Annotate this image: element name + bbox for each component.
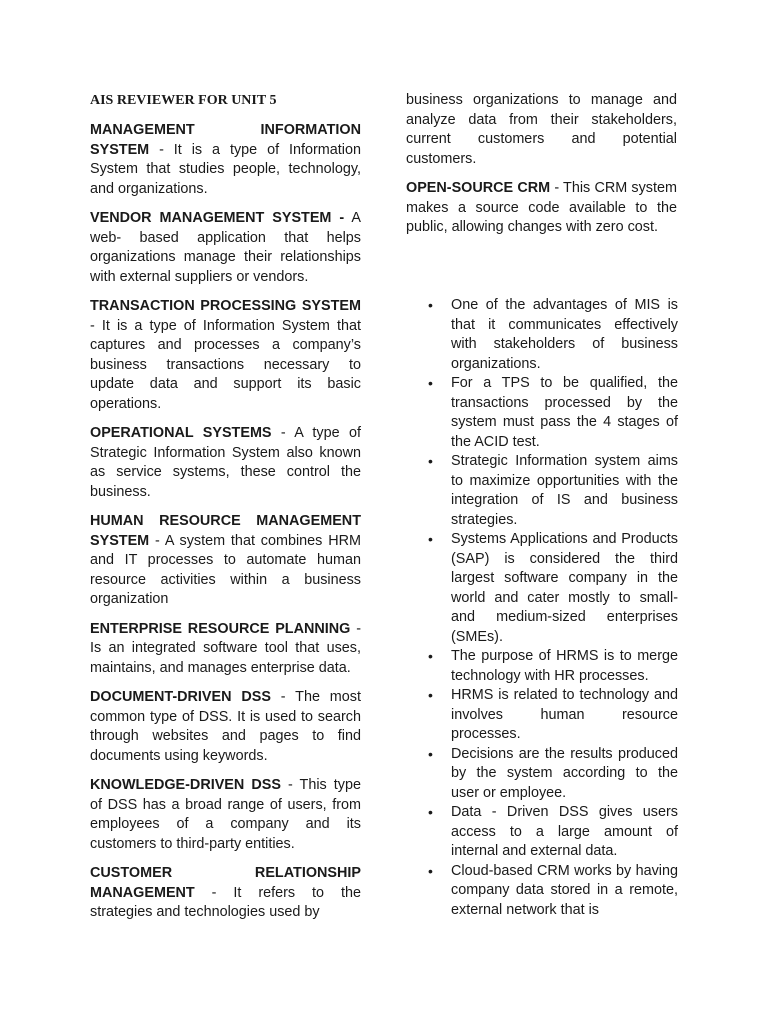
definition-entry [90,424,361,502]
definition-entry [90,620,361,679]
bullet-text: Systems Applications and Products (SAP) is considered the third largest software company in the world and cater mostly to small- and medium-sized enterprises (SMEs). [451,531,678,645]
bullet-text: One of the advantages of MIS is that it communicates effectively with stakeholders of business organizations. [451,297,678,372]
term: MANAGEMENT INFORMATION SYSTEM [90,122,361,158]
bullet-item [406,647,678,686]
definition-entry [90,512,361,610]
definition: - It refers to the strategies and technologies used by [90,884,361,920]
definition: - A system that combines HRM and IT processes to automate human resource activities within a business organization [90,532,361,607]
bullet-text: Decisions are the results produced by the system according to the user or employee. [451,745,678,801]
term: VENDOR MANAGEMENT SYSTEM - [90,210,345,226]
document-title: AIS REVIEWER FOR UNIT 5 [90,93,277,108]
definition: - It is a type of Information System that captures and processes a company’s business transactions necessary to update data and support its basic operations. [90,317,361,412]
right-column [406,91,677,248]
continued-paragraph: business organizations to manage and analyze data from their stakeholders, current customers and potential customers. [406,92,677,167]
bullet-text: For a TPS to be qualified, the transactions processed by the system must pass the 4 stages of the ACID test. [451,375,678,450]
definition-entry [90,688,361,766]
bullet-text: Strategic Information system aims to maximize opportunities with the integration of IS and business strategies. [451,453,678,528]
term: ENTERPRISE RESOURCE PLANNING [90,620,351,637]
bullet-text: The purpose of HRMS is to merge technology with HR processes. [451,648,678,684]
bullet-list [406,296,678,920]
bullet-item [406,374,678,452]
definition-entry [90,297,361,414]
bullet-item [406,686,678,745]
bullet-item [406,803,678,862]
term: DOCUMENT-DRIVEN DSS [90,689,271,705]
left-entries [90,121,361,923]
bullet-icon: • [428,648,433,664]
bullet-icon: • [428,297,433,313]
bullet-item [406,745,678,804]
bullet-icon: • [428,745,433,762]
definition: - A type of Strategic Information System also known as service systems, these control the business. [90,425,361,500]
bullet-item [406,296,678,374]
definition-entry [90,864,361,923]
definition: - The most common type of DSS. It is used to search through websites and pages to find documents using keywords. [90,689,361,764]
definition: - This type of DSS has a broad range of users, from employees of a company and its customers to third-party entities. [90,777,361,852]
definition-entry [90,121,361,199]
bullet-text: HRMS is related to technology and involves human resource processes. [451,687,678,742]
definition-entry [90,776,361,854]
definition-entry [406,179,677,238]
bullet-item [406,452,678,530]
bullet-icon: • [428,687,433,703]
definition: - Is an integrated software tool that uses, maintains, and manages enterprise data. [90,620,361,676]
term: OPEN-SOURCE CRM [406,180,551,196]
definition: - It is a type of Information System that studies people, technology, and organizations. [90,141,361,197]
term: OPERATIONAL SYSTEMS [90,425,272,441]
bullet-item [406,530,678,647]
definition-entry [90,209,361,287]
bullet-item [406,862,678,921]
definition: A web- based application that helps organizations manage their relationships with external suppliers or vendors. [90,210,361,285]
bullet-icon: • [428,804,433,820]
bullet-icon: • [428,531,433,547]
definition: - This CRM system makes a source code available to the public, allowing changes with zero cost. [406,180,677,235]
bullet-icon: • [428,862,433,879]
bullet-icon: • [428,375,433,391]
left-column [90,91,361,933]
bullet-icon: • [428,453,433,469]
term: HUMAN RESOURCE MANAGEMENT SYSTEM [90,513,361,549]
right-entries [406,179,677,238]
bullet-text: Cloud-based CRM works by having company data stored in a remote, external network that is [451,862,678,918]
term: CUSTOMER RELATIONSHIP MANAGEMENT [90,865,361,901]
bullet-text: Data - Driven DSS gives users access to a large amount of internal and external data. [451,804,678,859]
term: TRANSACTION PROCESSING SYSTEM [90,298,361,314]
term: KNOWLEDGE-DRIVEN DSS [90,777,281,793]
